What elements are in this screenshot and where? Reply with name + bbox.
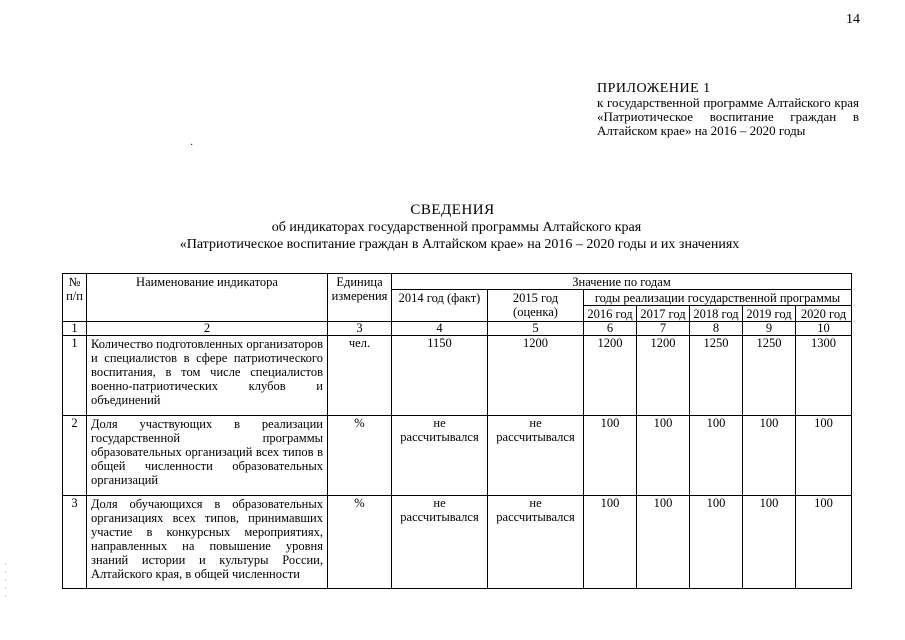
header-unit: Единица измерения (328, 274, 392, 322)
column-number: 5 (488, 322, 584, 336)
column-number: 7 (637, 322, 690, 336)
value-2015: 1200 (488, 336, 584, 416)
row-num: 3 (63, 496, 87, 589)
value-year: 100 (637, 496, 690, 589)
column-number: 10 (796, 322, 852, 336)
appendix-block (597, 82, 859, 138)
column-number: 2 (87, 322, 328, 336)
row-num: 2 (63, 416, 87, 496)
value-year: 100 (796, 416, 852, 496)
page-number: 14 (846, 12, 860, 27)
unit-cell: % (328, 416, 392, 496)
appendix-heading: ПРИЛОЖЕНИЕ 1 (597, 81, 711, 96)
header-year: 2020 год (796, 306, 852, 322)
value-year: 100 (690, 496, 743, 589)
header-year: 2019 год (743, 306, 796, 322)
title-line-3: «Патриотическое воспитание граждан в Алтайском крае» на 2016 – 2020 годы и их значениях (179, 237, 740, 252)
value-2015: не рассчитывался (488, 416, 584, 496)
value-year: 100 (637, 416, 690, 496)
value-2015: не рассчитывался (488, 496, 584, 589)
value-year: 1300 (796, 336, 852, 416)
column-number: 3 (328, 322, 392, 336)
header-name: Наименование индикатора (87, 274, 328, 322)
title-line-2: об индикаторах государственной программы Алтайского края (271, 220, 642, 235)
indicator-name: Количество подготовленных организаторов и специалистов в сфере патриотического воспитания, в том числе специалистов военно-патриотических клубов и объединений (87, 336, 328, 416)
value-2014: не рассчитывался (392, 496, 488, 589)
value-year: 1250 (743, 336, 796, 416)
value-2014: не рассчитывался (392, 416, 488, 496)
value-year: 1200 (637, 336, 690, 416)
column-number: 8 (690, 322, 743, 336)
unit-cell: чел. (328, 336, 392, 416)
scan-marks: · · · · · (4, 559, 7, 601)
value-year: 100 (743, 496, 796, 589)
header-year: 2017 год (637, 306, 690, 322)
header-2015: 2015 год (оценка) (488, 290, 584, 322)
value-year: 100 (584, 496, 637, 589)
value-year: 100 (796, 496, 852, 589)
column-number: 9 (743, 322, 796, 336)
indicator-name: Доля участвующих в реализации государственной программы образовательных организаций всех типов в общей численности образовательных организаций (87, 416, 328, 496)
table-row (63, 496, 852, 589)
header-values-by-year: Значение по годам (392, 274, 852, 290)
column-number: 4 (392, 322, 488, 336)
appendix-text: к государственной программе Алтайского края «Патриотическое воспитание граждан в Алтайском крае» на 2016 – 2020 годы (597, 95, 859, 138)
value-year: 1250 (690, 336, 743, 416)
indicator-name: Доля обучающихся в образовательных организациях всех типов, принимавших участие в конкурсных мероприятиях, направленных на повышение уровня знаний истории и культуры России, Алтайского края, в общей численности (87, 496, 328, 589)
header-program-years: годы реализации государственной программы (584, 290, 852, 306)
table-row (63, 416, 852, 496)
value-2014: 1150 (392, 336, 488, 416)
table-row (63, 336, 852, 416)
title-line-1: СВЕДЕНИЯ (410, 202, 495, 218)
header-year: 2018 год (690, 306, 743, 322)
scan-dot: · (190, 140, 194, 151)
column-number: 6 (584, 322, 637, 336)
column-number-row (63, 322, 852, 336)
header-2014: 2014 год (факт) (392, 290, 488, 322)
value-year: 100 (690, 416, 743, 496)
value-year: 100 (743, 416, 796, 496)
value-year: 100 (584, 416, 637, 496)
header-num: № п/п (63, 274, 87, 322)
value-year: 1200 (584, 336, 637, 416)
document-title (0, 202, 905, 253)
unit-cell: % (328, 496, 392, 589)
indicators-table (62, 273, 852, 589)
header-year: 2016 год (584, 306, 637, 322)
column-number: 1 (63, 322, 87, 336)
row-num: 1 (63, 336, 87, 416)
